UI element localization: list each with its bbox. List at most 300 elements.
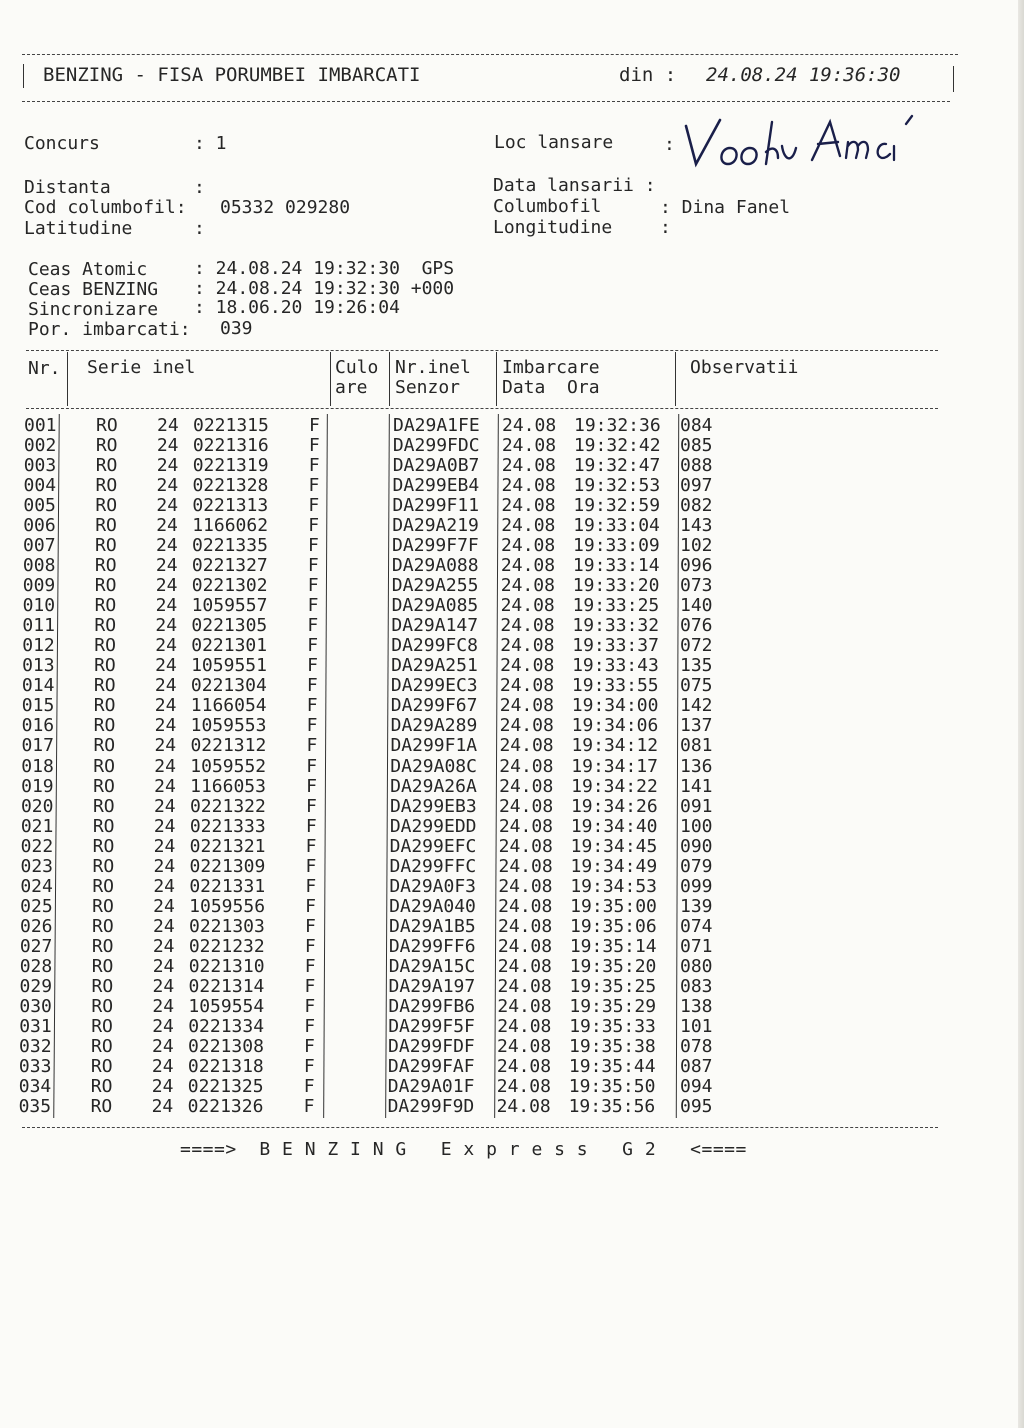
row-year: 24 (154, 775, 176, 797)
row-sex: F (307, 595, 319, 617)
row-country: RO (95, 455, 118, 477)
row-observatii: 072 (680, 635, 713, 657)
ceas-benzing-value: : 24.08.24 19:32:30 +000 (194, 278, 455, 299)
row-sex: F (305, 875, 317, 897)
row-serie: 0221232 (188, 935, 265, 957)
row-ora: 19:32:36 (574, 415, 661, 436)
row-senzor: DA29A251 (391, 655, 478, 677)
col-sep-imbarcare (675, 352, 676, 406)
table-row (0, 416, 1024, 436)
row-data: 24.08 (501, 455, 556, 477)
row-serie: 0221301 (191, 635, 268, 657)
table-row (0, 716, 1024, 736)
row-observatii: 079 (680, 855, 713, 877)
row-serie: 0221322 (189, 795, 266, 817)
table-row (0, 516, 1024, 536)
table-row (0, 817, 1024, 837)
row-senzor: DA299FDF (388, 1035, 475, 1057)
row-data: 24.08 (499, 675, 555, 697)
row-data: 24.08 (496, 1096, 551, 1118)
row-nr: 008 (22, 555, 56, 577)
row-sex: F (304, 1015, 316, 1037)
row-country: RO (92, 915, 114, 937)
row-ora: 19:33:25 (572, 595, 660, 617)
row-sex: F (304, 995, 316, 1017)
row-observatii: 071 (680, 935, 713, 957)
row-country: RO (93, 755, 115, 777)
row-ora: 19:34:22 (571, 775, 658, 797)
row-year: 24 (155, 635, 177, 657)
row-sex: F (306, 735, 318, 757)
row-observatii: 076 (680, 615, 713, 637)
row-sex: F (308, 475, 320, 497)
row-sex: F (306, 755, 318, 777)
table-row (0, 696, 1024, 716)
row-data: 24.08 (497, 995, 552, 1017)
row-sex: F (305, 915, 316, 937)
row-observatii: 083 (680, 975, 713, 997)
col-sep-nr (67, 352, 68, 406)
row-country: RO (90, 1075, 113, 1097)
row-year: 24 (153, 835, 176, 857)
row-data: 24.08 (500, 655, 555, 677)
row-observatii: 080 (680, 955, 713, 977)
row-serie: 1059552 (190, 755, 267, 777)
row-sex: F (305, 835, 317, 857)
row-country: RO (95, 515, 117, 537)
col-header-nrinel-1: Nr.inel (395, 357, 471, 378)
row-ora: 19:32:47 (573, 455, 661, 477)
row-observatii: 143 (680, 515, 713, 537)
row-senzor: DA29A0F3 (389, 875, 477, 897)
row-serie: 0221313 (192, 495, 269, 517)
row-nr: 017 (21, 735, 54, 757)
concurs-value: : 1 (194, 133, 227, 154)
row-country: RO (92, 895, 114, 917)
row-nr: 027 (19, 935, 53, 957)
table-row (0, 857, 1024, 877)
table-row (0, 1077, 1024, 1097)
row-sex: F (304, 955, 316, 977)
table-row (0, 1057, 1024, 1077)
row-year: 24 (154, 755, 176, 777)
table-row (0, 476, 1024, 496)
row-senzor: DA29A040 (389, 895, 476, 917)
row-senzor: DA29A147 (391, 615, 479, 637)
row-country: RO (95, 535, 117, 557)
paper-edge-shadow (1018, 0, 1024, 1428)
row-ora: 19:33:04 (573, 515, 660, 537)
row-data: 24.08 (498, 815, 553, 837)
row-country: RO (94, 655, 116, 677)
row-serie: 0221309 (189, 855, 266, 877)
table-row (0, 837, 1024, 857)
table-row (0, 456, 1024, 476)
row-data: 24.08 (500, 575, 555, 597)
row-senzor: DA29A0B7 (392, 455, 480, 477)
table-bottom-rule (22, 1127, 938, 1128)
row-data: 24.08 (497, 955, 552, 977)
row-ora: 19:34:45 (570, 835, 658, 857)
row-nr: 004 (23, 475, 57, 497)
row-senzor: DA299F5F (388, 1015, 475, 1037)
table-row (0, 897, 1024, 917)
row-senzor: DA29A01F (387, 1075, 475, 1097)
porumbei-imbarcati-label: Por. imbarcati: (28, 319, 191, 340)
col-header-imbarcare-1: Imbarcare (502, 357, 600, 378)
row-observatii: 090 (680, 835, 713, 857)
row-senzor: DA299F9D (387, 1096, 475, 1118)
row-serie: 0221308 (188, 1035, 264, 1057)
row-ora: 19:32:59 (573, 495, 661, 517)
row-serie: 0221321 (189, 835, 266, 857)
row-nr: 030 (19, 995, 52, 1017)
row-serie: 1166053 (190, 775, 266, 797)
row-ora: 19:35:50 (568, 1075, 656, 1097)
row-observatii: 075 (680, 675, 713, 697)
row-data: 24.08 (498, 915, 553, 937)
row-serie: 0221319 (192, 455, 269, 477)
row-serie: 0221334 (188, 1015, 265, 1037)
row-nr: 023 (20, 855, 53, 877)
row-serie: 0221310 (188, 955, 265, 977)
row-country: RO (94, 575, 117, 597)
longitudine-label: Longitudine (493, 217, 613, 238)
row-senzor: DA299FDC (392, 435, 480, 457)
table-row (0, 676, 1024, 696)
row-nr: 002 (23, 435, 57, 457)
row-serie: 0221302 (191, 575, 268, 597)
row-country: RO (93, 695, 116, 717)
row-ora: 19:33:37 (572, 635, 659, 657)
latitudine-value: : (194, 218, 205, 239)
row-senzor: DA29A26A (390, 775, 477, 797)
row-sex: F (305, 895, 317, 917)
row-data: 24.08 (497, 975, 552, 997)
row-sex: F (306, 695, 318, 717)
columbofil-label: Columbofil (493, 196, 602, 217)
row-observatii: 139 (680, 895, 713, 917)
table-row (0, 917, 1024, 937)
row-data: 24.08 (500, 555, 556, 577)
col-header-observatii: Observatii (690, 357, 799, 378)
row-nr: 010 (22, 595, 56, 617)
col-sep-serie (330, 352, 331, 406)
table-row (0, 536, 1024, 556)
row-year: 24 (156, 535, 178, 557)
table-row (0, 877, 1024, 897)
row-serie: 1059557 (191, 595, 268, 617)
row-observatii: 085 (680, 435, 713, 457)
row-country: RO (95, 475, 118, 497)
row-sex: F (308, 495, 320, 517)
loc-lansare-handwritten-signature (680, 112, 930, 172)
row-ora: 19:34:53 (570, 875, 658, 897)
row-country: RO (91, 995, 114, 1017)
row-observatii: 082 (680, 495, 713, 517)
row-data: 24.08 (498, 895, 553, 917)
row-senzor: DA299FFC (389, 855, 477, 877)
row-senzor: DA29A088 (391, 555, 479, 577)
table-row (0, 997, 1024, 1017)
row-serie: 0221328 (192, 475, 269, 497)
col-header-nrinel-2: Senzor (395, 377, 461, 398)
row-observatii: 078 (680, 1035, 713, 1057)
longitudine-value: : (660, 217, 671, 238)
row-serie: 0221305 (191, 615, 268, 637)
table-row (0, 556, 1024, 576)
row-sex: F (304, 1035, 315, 1057)
row-serie: 0221318 (187, 1055, 264, 1077)
row-nr: 001 (24, 415, 57, 436)
row-nr: 012 (22, 635, 55, 657)
row-sex: F (306, 775, 317, 797)
col-header-imbarcare-2: Data Ora (502, 377, 600, 398)
row-ora: 19:33:32 (572, 615, 660, 637)
row-country: RO (90, 1096, 113, 1118)
row-data: 24.08 (498, 875, 553, 897)
row-nr: 034 (18, 1075, 52, 1097)
row-nr: 033 (18, 1055, 52, 1077)
sincronizare-label: Sincronizare (28, 299, 159, 320)
table-row (0, 1017, 1024, 1037)
row-country: RO (94, 595, 117, 617)
ceas-atomic-value: : 24.08.24 19:32:30 GPS (194, 258, 455, 279)
row-year: 24 (153, 875, 176, 897)
table-row (0, 1037, 1024, 1057)
row-sex: F (308, 455, 320, 477)
row-nr: 005 (23, 495, 56, 517)
loc-lansare-colon: : (664, 134, 675, 155)
row-serie: 0221316 (192, 435, 269, 457)
row-observatii: 102 (680, 535, 713, 557)
row-observatii: 073 (680, 575, 713, 597)
row-data: 24.08 (497, 1035, 552, 1057)
header-bottom-rule (22, 101, 950, 102)
row-year: 24 (157, 415, 179, 436)
row-sex: F (305, 795, 317, 817)
row-year: 24 (155, 555, 178, 577)
din-datetime: 24.08.24 19:36:30 (706, 64, 901, 86)
porumbei-imbarcati-value: 039 (220, 318, 253, 339)
row-country: RO (95, 495, 118, 517)
row-nr: 021 (20, 815, 54, 837)
table-row (0, 576, 1024, 596)
row-ora: 19:35:00 (570, 895, 657, 917)
row-senzor: DA299F67 (390, 695, 478, 717)
row-serie: 0221327 (191, 555, 268, 577)
row-senzor: DA299EDD (389, 815, 477, 837)
row-ora: 19:34:49 (570, 855, 658, 877)
row-observatii: 091 (680, 795, 713, 817)
row-observatii: 140 (680, 595, 713, 617)
ceas-benzing-label: Ceas BENZING (28, 279, 159, 300)
row-senzor: DA299FB6 (388, 995, 476, 1017)
row-nr: 011 (22, 615, 55, 637)
row-year: 24 (156, 435, 179, 457)
loc-lansare-label: Loc lansare (494, 132, 614, 153)
row-observatii: 099 (680, 875, 713, 897)
row-observatii: 100 (680, 815, 713, 837)
row-sex: F (308, 435, 320, 457)
row-sex: F (308, 515, 320, 537)
row-sex: F (307, 575, 319, 597)
row-nr: 009 (22, 575, 56, 597)
row-year: 24 (152, 975, 175, 997)
row-ora: 19:35:33 (569, 1015, 656, 1037)
row-ora: 19:33:43 (572, 655, 659, 677)
row-ora: 19:32:42 (573, 435, 661, 457)
row-country: RO (92, 835, 115, 857)
document-title: BENZING - FISA PORUMBEI IMBARCATI (43, 64, 421, 86)
row-sex: F (309, 415, 320, 436)
row-country: RO (91, 975, 114, 997)
distanta-label: Distanta (24, 177, 111, 198)
row-nr: 020 (20, 795, 54, 817)
row-ora: 19:35:25 (569, 975, 657, 997)
row-observatii: 095 (680, 1096, 713, 1118)
row-year: 24 (154, 675, 177, 697)
row-nr: 013 (22, 655, 55, 677)
row-year: 24 (155, 595, 178, 617)
row-senzor: DA299F1A (390, 735, 478, 757)
row-sex: F (305, 815, 317, 837)
row-senzor: DA299EB3 (389, 795, 477, 817)
row-senzor: DA299F11 (392, 495, 480, 517)
row-data: 24.08 (501, 475, 556, 497)
row-ora: 19:33:20 (572, 575, 660, 597)
row-data: 24.08 (497, 1015, 552, 1037)
col-sep-culoare (389, 352, 390, 406)
row-observatii: 097 (680, 475, 713, 497)
row-country: RO (95, 435, 118, 457)
row-nr: 006 (23, 515, 56, 537)
row-nr: 031 (19, 1015, 52, 1037)
sincronizare-value: : 18.06.20 19:26:04 (194, 297, 400, 318)
table-top-rule (26, 350, 938, 351)
row-sex: F (304, 935, 316, 957)
row-observatii: 096 (680, 555, 713, 577)
columbofil-value: : Dina Fanel (660, 197, 791, 218)
row-year: 24 (155, 655, 177, 677)
row-serie: 0221333 (189, 815, 266, 837)
row-sex: F (307, 615, 319, 637)
row-data: 24.08 (500, 635, 555, 657)
row-country: RO (91, 935, 114, 957)
row-year: 24 (152, 935, 175, 957)
row-serie: 0221304 (190, 675, 267, 697)
row-year: 24 (152, 955, 175, 977)
row-serie: 0221314 (188, 975, 265, 997)
row-observatii: 094 (680, 1075, 713, 1097)
row-year: 24 (154, 715, 177, 737)
row-senzor: DA299FAF (387, 1055, 475, 1077)
row-senzor: DA299EB4 (392, 475, 480, 497)
row-sex: F (307, 635, 319, 657)
row-data: 24.08 (499, 755, 554, 777)
row-nr: 024 (20, 875, 53, 897)
col-header-nr: Nr. (28, 358, 61, 379)
row-observatii: 137 (680, 715, 713, 737)
row-year: 24 (152, 995, 175, 1017)
row-nr: 035 (18, 1096, 52, 1118)
table-row (0, 977, 1024, 997)
row-sex: F (306, 675, 318, 697)
row-serie: 0221331 (189, 875, 266, 897)
row-serie: 0221325 (187, 1075, 264, 1097)
cod-columbofil-value: 05332 029280 (220, 197, 351, 218)
row-serie: 0221303 (189, 915, 265, 937)
row-country: RO (92, 815, 115, 837)
row-data: 24.08 (497, 935, 553, 957)
row-sex: F (307, 555, 319, 577)
row-data: 24.08 (502, 415, 557, 436)
row-senzor: DA299F7F (392, 535, 479, 557)
row-ora: 19:33:09 (573, 535, 660, 557)
row-senzor: DA29A1FE (393, 415, 480, 436)
row-country: RO (93, 775, 115, 797)
col-header-culoare-1: Culo (335, 357, 379, 378)
row-country: RO (96, 415, 118, 436)
row-nr: 007 (23, 535, 56, 557)
row-ora: 19:34:12 (571, 735, 659, 757)
row-ora: 19:33:14 (572, 555, 660, 577)
ceas-atomic-label: Ceas Atomic (28, 259, 148, 280)
row-year: 24 (155, 615, 178, 637)
table-row (0, 436, 1024, 456)
row-year: 24 (151, 1055, 174, 1077)
row-country: RO (93, 735, 116, 757)
row-senzor: DA299EC3 (390, 675, 478, 697)
table-row (0, 616, 1024, 636)
row-ora: 19:34:00 (571, 695, 659, 717)
row-nr: 022 (20, 835, 54, 857)
row-serie: 1059551 (191, 655, 267, 677)
row-serie: 1059556 (189, 895, 266, 917)
row-data: 24.08 (499, 735, 554, 757)
row-country: RO (92, 855, 115, 877)
table-row (0, 777, 1024, 797)
row-data: 24.08 (501, 535, 556, 557)
cod-columbofil-label: Cod columbofil: (24, 197, 187, 218)
row-senzor: DA29A197 (388, 975, 476, 997)
row-observatii: 088 (680, 455, 713, 477)
row-year: 24 (153, 815, 176, 837)
row-ora: 19:34:06 (571, 715, 659, 737)
row-year: 24 (156, 495, 179, 517)
col-header-culoare-2: are (335, 377, 368, 398)
row-sex: F (307, 655, 318, 677)
row-senzor: DA299FF6 (388, 935, 476, 957)
row-data: 24.08 (498, 835, 553, 857)
row-country: RO (91, 1015, 113, 1037)
row-observatii: 074 (680, 915, 713, 937)
table-row (0, 757, 1024, 777)
row-senzor: DA29A15C (388, 955, 476, 977)
row-senzor: DA29A1B5 (389, 915, 476, 937)
row-sex: F (303, 1055, 315, 1077)
distanta-value: : (194, 177, 205, 198)
row-country: RO (92, 875, 115, 897)
row-senzor: DA29A08C (390, 755, 477, 777)
row-year: 24 (153, 855, 176, 877)
row-data: 24.08 (499, 695, 554, 717)
row-year: 24 (154, 695, 177, 717)
row-year: 24 (152, 1035, 174, 1057)
row-senzor: DA29A085 (391, 595, 479, 617)
row-sex: F (308, 535, 319, 557)
row-ora: 19:34:26 (570, 795, 658, 817)
